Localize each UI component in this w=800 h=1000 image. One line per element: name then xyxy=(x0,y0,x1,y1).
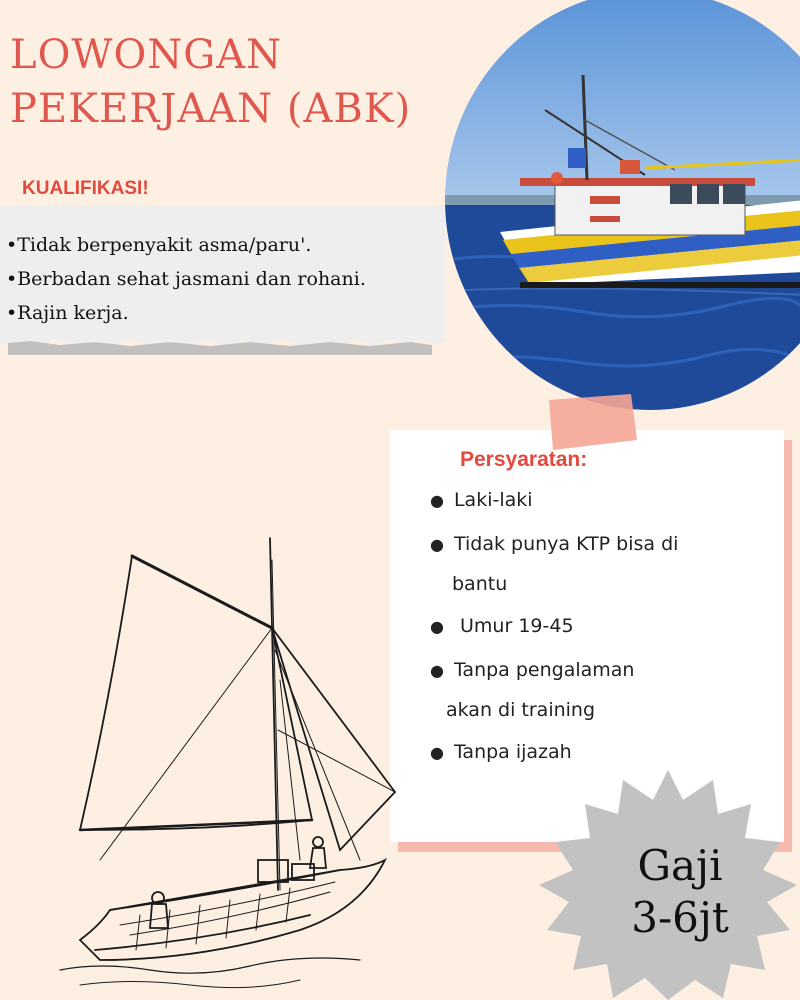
requirement-text: Tanpa pengalaman xyxy=(453,659,635,681)
requirement-text: Laki-laki xyxy=(453,489,533,511)
salary-label: Gaji xyxy=(637,841,723,890)
tape-strip xyxy=(545,394,637,450)
requirement-item xyxy=(430,524,678,565)
requirement-item xyxy=(430,480,533,521)
bullet-icon: ● xyxy=(430,617,444,636)
bullet-icon: ● xyxy=(430,535,444,554)
requirement-item xyxy=(430,650,634,691)
qualification-heading: KUALIFIKASI! xyxy=(22,178,149,199)
bullet-icon: ● xyxy=(430,491,444,510)
requirement-item xyxy=(430,732,572,773)
qualification-item: •Rajin kerja. xyxy=(6,302,129,324)
sailboat-sketch xyxy=(40,530,420,1000)
title-line-1: LOWONGAN xyxy=(10,32,283,78)
bullet-icon: ● xyxy=(430,743,444,762)
salary-text xyxy=(560,840,800,944)
salary-range: 3-6jt xyxy=(631,893,729,942)
page-title xyxy=(10,28,411,136)
qualification-list xyxy=(6,228,366,330)
requirement-item xyxy=(430,606,574,647)
requirements-heading: Persyaratan: xyxy=(460,448,588,471)
qualification-item: •Berbadan sehat jasmani dan rohani. xyxy=(6,268,366,290)
fishing-boat-photo xyxy=(445,0,800,410)
title-line-2: PEKERJAAN (ABK) xyxy=(10,86,412,132)
requirement-text-continued: akan di training xyxy=(446,699,596,721)
requirement-text: Tidak punya KTP bisa di xyxy=(453,533,679,555)
qualification-item: •Tidak berpenyakit asma/paru'. xyxy=(6,234,312,256)
requirement-text: Tanpa ijazah xyxy=(453,741,572,763)
requirement-text-continued: bantu xyxy=(452,573,508,595)
bullet-icon: ● xyxy=(430,661,444,680)
requirement-text: Umur 19-45 xyxy=(460,615,574,637)
